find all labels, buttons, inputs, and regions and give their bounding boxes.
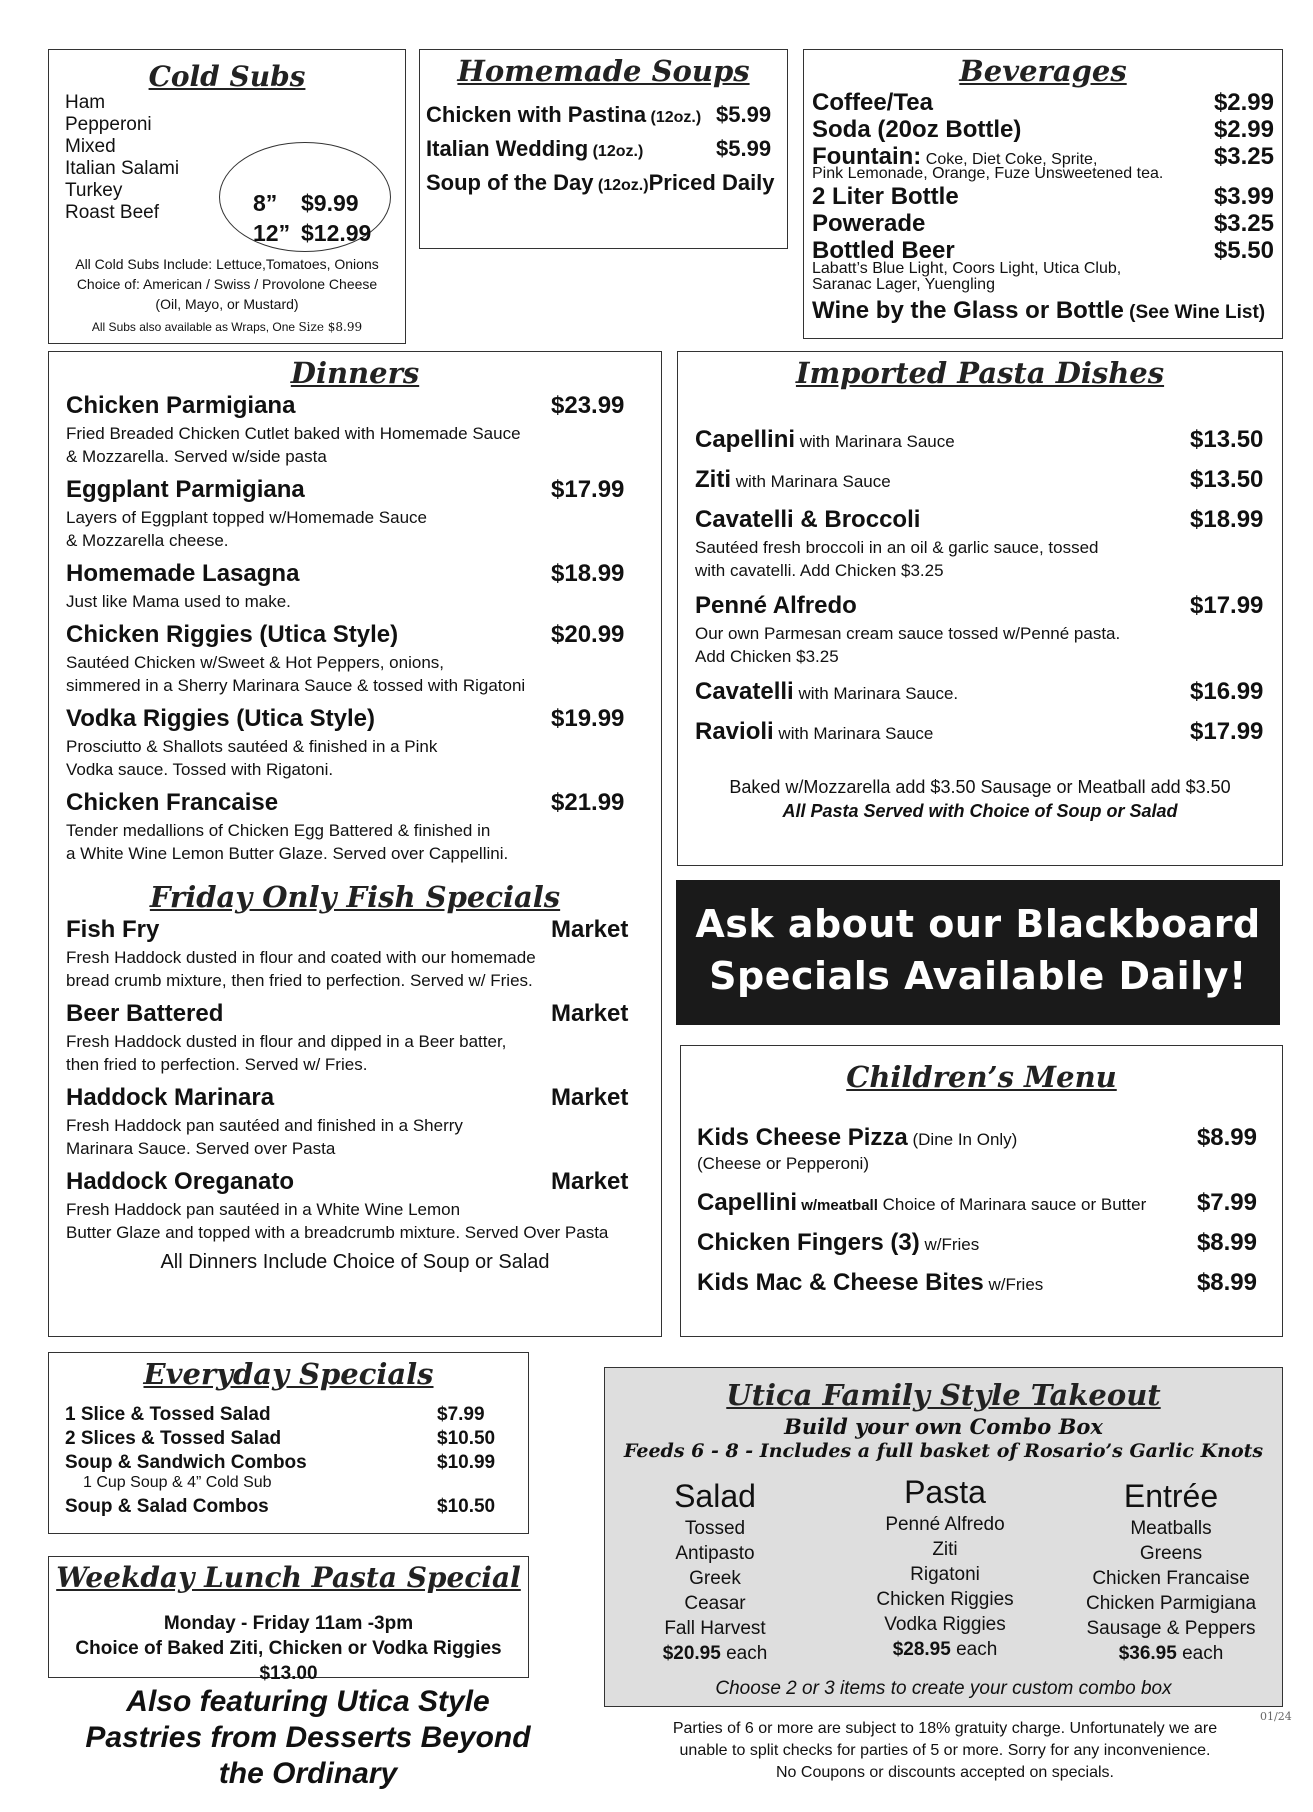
item-name: Haddock Marinara <box>66 1084 275 1111</box>
note-line: (Oil, Mayo, or Mustard) <box>155 296 299 312</box>
column-price: $36.95 <box>1118 1643 1177 1664</box>
blackboard-banner <box>676 880 1280 1025</box>
item-name: Capellini <box>695 426 796 453</box>
item-desc: Sautéed fresh broccoli in an oil & garlic sauce, tossed <box>695 538 1099 557</box>
item-name: Italian Wedding <box>426 136 589 161</box>
soups-list <box>426 102 786 204</box>
list-item <box>812 116 1274 143</box>
fish-title: Friday Only Fish Specials <box>149 880 561 914</box>
takeout-subtitle: Build your own Combo Box <box>784 1414 1103 1439</box>
item-price: $7.99 <box>1196 1189 1257 1216</box>
list-item: Chicken Riggies <box>876 1589 1014 1610</box>
blackboard-line: Ask about our Blackboard <box>695 902 1261 946</box>
fish-list <box>66 916 646 1244</box>
pasta-section <box>677 351 1283 866</box>
list-item: Vodka Riggies <box>884 1614 1006 1635</box>
item-name: 2 Slices & Tossed Salad <box>65 1428 282 1449</box>
menu-item <box>66 392 646 468</box>
lunch-title: Weekday Lunch Pasta Special <box>56 1561 521 1594</box>
menu-item <box>66 916 646 992</box>
item-price: $23.99 <box>551 392 625 419</box>
column-head: Pasta <box>904 1474 986 1510</box>
menu-item <box>66 1084 646 1160</box>
item-name: Cavatelli <box>695 678 794 705</box>
item-desc: with Marinara Sauce <box>795 432 955 451</box>
item-price: $2.99 <box>1213 116 1274 143</box>
item-desc: Fried Breaded Chicken Cutlet baked with Homemade Sauce <box>66 424 521 443</box>
list-item: Italian Salami <box>65 158 180 179</box>
item-desc: & Mozzarella cheese. <box>66 531 229 550</box>
everyday-section <box>48 1352 529 1534</box>
item-price: $21.99 <box>551 789 625 816</box>
item-price: $5.99 <box>716 136 772 161</box>
item-desc: Sautéed Chicken w/Sweet & Hot Peppers, onions, <box>66 653 444 672</box>
list-item: Sausage & Peppers <box>1086 1618 1256 1639</box>
item-desc: Layers of Eggplant topped w/Homemade Sauce <box>66 508 428 527</box>
column-price: $28.95 <box>892 1639 951 1660</box>
column-head: Salad <box>674 1478 756 1514</box>
item-price: $5.50 <box>1213 237 1274 264</box>
column-price: $20.95 <box>662 1643 721 1664</box>
item-name: 2 Liter Bottle <box>812 183 959 210</box>
list-item: Greens <box>1139 1543 1203 1564</box>
item-price: Market <box>551 1168 629 1195</box>
item-price: Market <box>551 916 629 943</box>
list-item <box>812 237 1274 264</box>
item-name: Chicken Fingers (3) <box>697 1229 920 1256</box>
item-desc: simmered in a Sherry Marinara Sauce & tossed with Rigatoni <box>66 676 526 695</box>
item-price: $20.99 <box>551 621 625 648</box>
item-size: (12oz.) <box>588 143 644 160</box>
item-desc: with cavatelli. Add Chicken $3.25 <box>695 561 944 580</box>
wine-row <box>812 297 1274 325</box>
soups-section <box>419 49 788 249</box>
column-each: each <box>1176 1643 1224 1664</box>
item-price: $8.99 <box>1196 1269 1257 1296</box>
item-desc: then fried to perfection. Served w/ Fries. <box>66 1055 368 1074</box>
menu-item <box>66 1168 646 1244</box>
list-item: Rigatoni <box>910 1564 980 1585</box>
takeout-title: Utica Family Style Takeout <box>726 1378 1161 1412</box>
item-name: Kids Mac & Cheese Bites <box>697 1269 984 1296</box>
column-head: Entrée <box>1123 1478 1219 1514</box>
pasta-title: Imported Pasta Dishes <box>795 356 1165 390</box>
item-desc: 1 Cup Soup & 4” Cold Sub <box>83 1474 272 1491</box>
item-desc: Pink Lemonade, Orange, Fuze Unsweetened tea. <box>812 165 1164 182</box>
takeout-col-pasta <box>845 1472 1045 1662</box>
item-price: $10.50 <box>437 1496 496 1517</box>
list-item: Ziti <box>932 1539 958 1560</box>
item-desc: with Marinara Sauce <box>731 472 891 491</box>
item-desc: with Marinara Sauce <box>773 724 934 743</box>
takeout-footer: Choose 2 or 3 items to create your custom combo box <box>715 1678 1172 1699</box>
dinners-include-note: All Dinners Include Choice of Soup or Salad <box>160 1251 550 1273</box>
item-name: Coffee/Tea <box>812 89 933 116</box>
list-item: Penné Alfredo <box>885 1514 1005 1535</box>
item-name: Chicken Francaise <box>66 789 279 816</box>
children-section <box>680 1045 1283 1337</box>
pastries-line: Also featuring Utica Style <box>126 1685 490 1718</box>
pastries-note <box>48 1684 568 1792</box>
item-name: Chicken Riggies (Utica Style) <box>66 621 399 648</box>
item-name: Chicken Parmigiana <box>66 392 296 419</box>
item-name: 1 Slice & Tossed Salad <box>65 1404 271 1425</box>
item-name: Fish Fry <box>66 916 160 943</box>
dinners-title: Dinners <box>290 356 420 390</box>
children-list <box>697 1124 1267 1297</box>
item-price: $7.99 <box>437 1404 485 1425</box>
list-item: Turkey <box>65 180 123 201</box>
size-label: 8” <box>253 190 278 216</box>
cold-subs-title: Cold Subs <box>148 60 306 93</box>
item-name: Powerade <box>812 210 926 237</box>
price-row-8 <box>253 190 359 217</box>
list-item: Ceasar <box>684 1593 746 1614</box>
list-item: Ham <box>65 92 106 113</box>
beverages-section <box>803 49 1283 339</box>
item-price: $13.50 <box>1190 426 1264 453</box>
item-desc: Butter Glaze and topped with a breadcrumb mixture. Served Over Pasta <box>66 1223 609 1242</box>
note-line: Choice of: American / Swiss / Provolone Cheese <box>76 276 378 292</box>
list-item <box>697 1189 1267 1217</box>
takeout-col-entree <box>1071 1476 1271 1666</box>
dinners-list <box>66 392 646 865</box>
menu-code: 01/24 <box>1260 1710 1292 1723</box>
list-item <box>65 1495 505 1519</box>
item-price: $19.99 <box>551 705 625 732</box>
item-desc: w/meatball <box>797 1197 878 1214</box>
takeout-section <box>604 1367 1283 1707</box>
item-price: $17.99 <box>1190 718 1264 745</box>
item-price: $10.50 <box>437 1428 496 1449</box>
item-price: $3.25 <box>1213 143 1274 170</box>
pasta-list <box>695 426 1265 748</box>
column-each: each <box>720 1643 768 1664</box>
policy-line: Parties of 6 or more are subject to 18% gratuity charge. Unfortunately we are <box>672 1720 1218 1737</box>
list-item: Pepperoni <box>65 114 152 135</box>
list-item <box>65 1403 505 1427</box>
note-line: All Cold Subs Include: Lettuce,Tomatoes, Onions <box>75 256 379 272</box>
list-item: Chicken Francaise <box>1092 1568 1250 1589</box>
takeout-subtitle-2: Feeds 6 - 8 - Includes a full basket of Rosario’s Garlic Knots <box>623 1440 1264 1462</box>
list-item <box>812 143 1274 170</box>
everyday-title: Everyday Specials <box>143 1357 434 1391</box>
menu-item <box>66 560 646 613</box>
item-name: Fountain: <box>812 143 922 170</box>
dinners-section <box>48 351 662 1337</box>
item-desc: w/Fries <box>983 1275 1044 1294</box>
wrap-note <box>49 320 405 334</box>
list-item <box>426 102 786 136</box>
list-item: Tossed <box>684 1518 746 1539</box>
item-desc: Fresh Haddock dusted in flour and coated with our homemade <box>66 948 536 967</box>
item-name: Vodka Riggies (Utica Style) <box>66 705 375 732</box>
item-price: $10.99 <box>437 1452 496 1473</box>
list-item: Roast Beef <box>65 202 159 223</box>
item-price: $18.99 <box>1190 506 1264 533</box>
item-price: Market <box>551 1000 629 1027</box>
everyday-list <box>65 1403 505 1519</box>
lunch-line: Choice of Baked Ziti, Chicken or Vodka Riggies <box>75 1638 502 1659</box>
menu-item <box>66 705 646 781</box>
list-item <box>697 1124 1267 1152</box>
wrap-note-size: Size $8.99 <box>298 320 363 334</box>
policy-line: unable to split checks for parties of 5 or more. Sorry for any inconvenience. <box>679 1742 1211 1759</box>
children-title: Children’s Menu <box>846 1060 1117 1094</box>
item-name: Soup & Salad Combos <box>65 1496 269 1517</box>
item-name: Haddock Oreganato <box>66 1168 295 1195</box>
menu-item <box>695 426 1265 456</box>
lunch-section <box>48 1556 529 1684</box>
item-name: Kids Cheese Pizza <box>697 1124 908 1151</box>
menu-item <box>695 678 1265 708</box>
takeout-col-salad <box>625 1476 805 1666</box>
item-price: $3.25 <box>1213 210 1274 237</box>
item-name: Ravioli <box>695 718 774 745</box>
item-price: $8.99 <box>1196 1124 1257 1151</box>
item-desc: Fresh Haddock dusted in flour and dipped in a Beer batter, <box>66 1032 507 1051</box>
lunch-line: Monday - Friday 11am -3pm <box>163 1613 414 1634</box>
menu-item <box>695 592 1265 668</box>
menu-item <box>66 621 646 697</box>
lunch-price: $13.00 <box>259 1663 318 1684</box>
item-price: $3.99 <box>1213 183 1274 210</box>
item-price: $18.99 <box>551 560 625 587</box>
item-desc: & Mozzarella. Served w/side pasta <box>66 447 327 466</box>
beverages-title: Beverages <box>959 54 1127 88</box>
blackboard-line: Specials Available Daily! <box>709 954 1247 998</box>
item-name: Ziti <box>695 466 731 493</box>
pasta-note: All Pasta Served with Choice of Soup or Salad <box>782 801 1178 821</box>
list-item <box>697 1229 1267 1257</box>
cold-subs-section <box>48 49 406 344</box>
menu-item <box>695 466 1265 496</box>
item-price: Priced Daily <box>648 170 775 195</box>
item-desc: with Marinara Sauce. <box>793 684 959 703</box>
item-price: $13.50 <box>1190 466 1264 493</box>
list-item <box>812 183 1274 210</box>
item-name: Bottled Beer <box>812 237 955 264</box>
list-item: Mixed <box>65 136 116 157</box>
item-name: Soup & Sandwich Combos <box>65 1452 307 1473</box>
item-desc: (See Wine List) <box>1123 302 1266 323</box>
menu-item <box>695 506 1265 582</box>
item-desc: Vodka sauce. Tossed with Rigatoni. <box>66 760 334 779</box>
soups-title: Homemade Soups <box>457 54 750 88</box>
list-item <box>426 170 786 204</box>
pasta-addons: Baked w/Mozzarella add $3.50 Sausage or Meatball add $3.50 <box>729 777 1231 797</box>
item-desc: Choice of Marinara sauce or Butter <box>877 1195 1147 1214</box>
item-size: (12oz.) <box>593 177 649 194</box>
price: $12.99 <box>301 220 372 246</box>
wrap-note-text: All Subs also available as Wraps, One <box>91 320 299 334</box>
menu-item <box>66 789 646 865</box>
item-name: Beer Battered <box>66 1000 224 1027</box>
item-desc: Add Chicken $3.25 <box>695 647 839 666</box>
item-name: Penné Alfredo <box>695 592 857 619</box>
item-desc: w/Fries <box>919 1235 980 1254</box>
item-desc: Fresh Haddock pan sautéed and finished in a Sherry <box>66 1116 463 1135</box>
size-label: 12” <box>253 220 291 246</box>
list-item <box>812 89 1274 116</box>
beverages-list <box>812 89 1274 325</box>
item-desc: Fresh Haddock pan sautéed in a White Wine Lemon <box>66 1200 461 1219</box>
pastries-line: Pastries from Desserts Beyond <box>85 1721 531 1754</box>
list-item <box>812 210 1274 237</box>
menu-item <box>66 1000 646 1076</box>
price: $9.99 <box>301 190 359 216</box>
item-price: Market <box>551 1084 629 1111</box>
item-name: Homemade Lasagna <box>66 560 300 587</box>
item-price: $17.99 <box>551 476 625 503</box>
policy-line: No Coupons or discounts accepted on specials. <box>776 1764 1114 1781</box>
item-desc: a White Wine Lemon Butter Glaze. Served over Cappellini. <box>66 844 509 863</box>
item-name: Soup of the Day <box>426 170 594 195</box>
list-item: Antipasto <box>675 1543 755 1564</box>
cold-subs-list <box>65 92 179 224</box>
item-price: $5.99 <box>716 102 772 127</box>
menu-item <box>66 476 646 552</box>
item-name: Capellini <box>697 1189 798 1216</box>
cold-subs-note <box>49 254 405 314</box>
list-item <box>697 1269 1267 1297</box>
item-price: $8.99 <box>1196 1229 1257 1256</box>
item-desc: Our own Parmesan cream sauce tossed w/Penné pasta. <box>695 624 1121 643</box>
lunch-details <box>49 1611 528 1686</box>
item-desc: bread crumb mixture, then fried to perfection. Served w/ Fries. <box>66 971 533 990</box>
item-name: Soda (20oz Bottle) <box>812 116 1022 143</box>
item-desc: Saranac Lager, Yuengling <box>812 276 995 293</box>
column-each: each <box>950 1639 998 1660</box>
item-name: Wine by the Glass or Bottle <box>812 297 1124 324</box>
item-desc: Labatt’s Blue Light, Coors Light, Utica Club, <box>812 260 1122 277</box>
footer-policy <box>610 1718 1280 1784</box>
item-desc: Just like Mama used to make. <box>66 592 291 611</box>
item-desc: Coke, Diet Coke, Sprite, <box>921 151 1098 168</box>
list-item <box>65 1451 505 1475</box>
list-item: Fall Harvest <box>664 1618 766 1639</box>
item-desc: (Cheese or Pepperoni) <box>697 1154 869 1173</box>
item-price: $2.99 <box>1213 89 1274 116</box>
item-name: Eggplant Parmigiana <box>66 476 305 503</box>
pastries-line: the Ordinary <box>218 1757 398 1790</box>
item-desc: Tender medallions of Chicken Egg Battered & finished in <box>66 821 491 840</box>
item-desc: (Dine In Only) <box>907 1130 1018 1149</box>
item-size: (12oz.) <box>646 109 702 126</box>
item-desc: Marinara Sauce. Served over Pasta <box>66 1139 336 1158</box>
menu-item <box>695 718 1265 748</box>
item-price: $17.99 <box>1190 592 1264 619</box>
list-item: Chicken Parmigiana <box>1085 1593 1257 1614</box>
list-item <box>65 1427 505 1451</box>
list-item: Greek <box>689 1568 741 1589</box>
item-price: $16.99 <box>1190 678 1264 705</box>
list-item: Meatballs <box>1130 1518 1212 1539</box>
item-desc: Prosciutto & Shallots sautéed & finished in a Pink <box>66 737 438 756</box>
item-name: Cavatelli & Broccoli <box>695 506 921 533</box>
price-row-12 <box>253 220 383 247</box>
item-name: Chicken with Pastina <box>426 102 647 127</box>
list-item <box>426 136 786 170</box>
